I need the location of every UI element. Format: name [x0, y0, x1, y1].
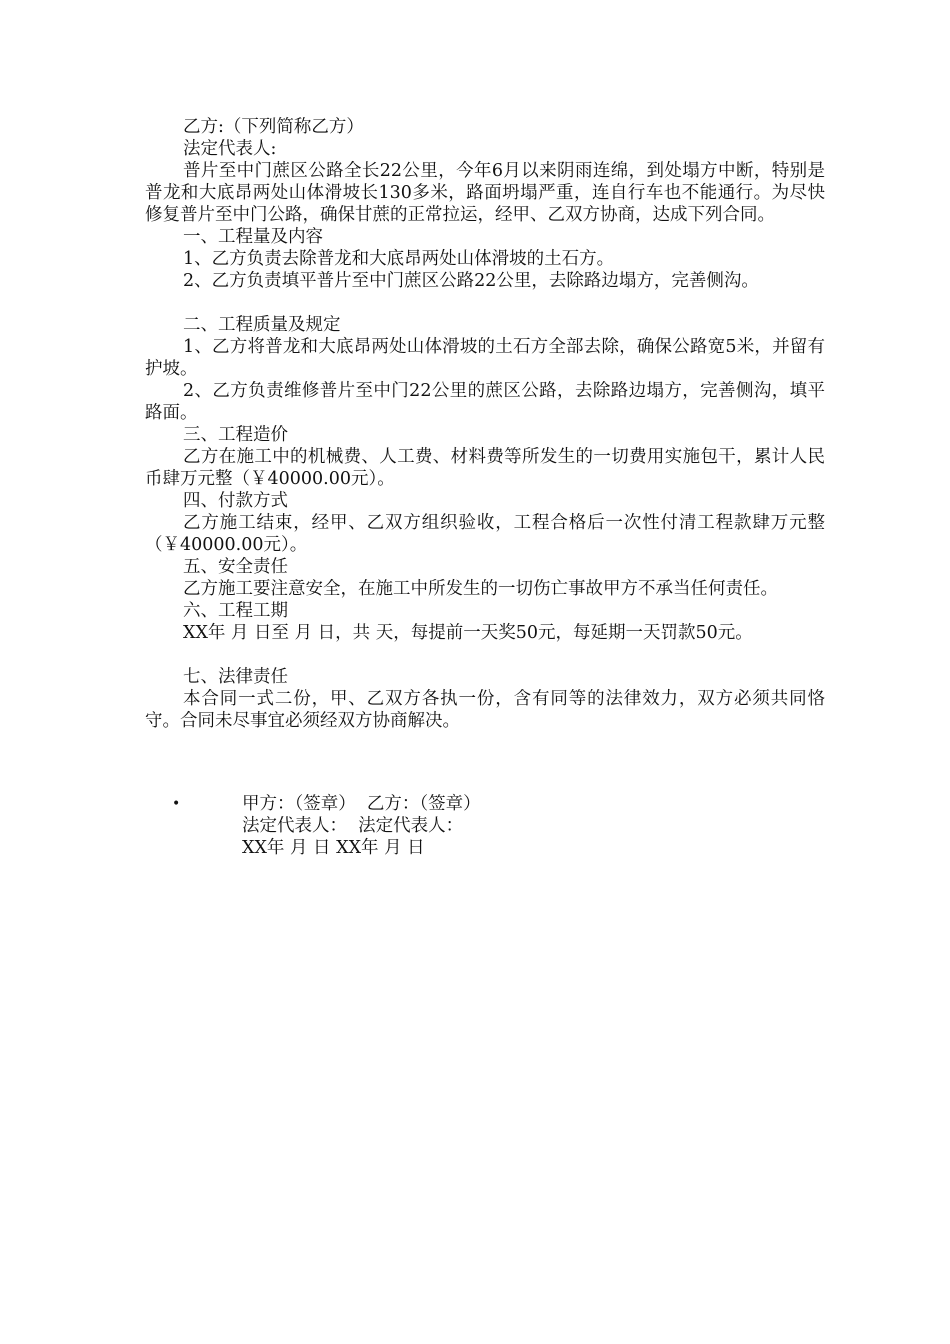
intro-paragraph: 普片至中门蔗区公路全长22公里，今年6月以来阴雨连绵，到处塌方中断，特别是普龙和大底昂两处山体滑坡长130多米，路面坍塌严重，连自行车也不能通行。为尽快修复普片至中门公路，确保甘蔗的正常拉运，经甲、乙双方协商，达成下列合同。	[145, 161, 825, 225]
signature-lines	[242, 793, 481, 859]
bullet-marker: •	[172, 796, 181, 812]
legal-rep-line: 法定代表人:	[183, 139, 277, 159]
section-6-title: 六、工程工期	[183, 601, 288, 621]
signature-legal-reps: 法定代表人： 法定代表人：	[242, 816, 464, 836]
section-3-body: 乙方在施工中的机械费、人工费、材料费等所发生的一切费用实施包干，累计人民币肆万元整（￥40000.00元）。	[145, 447, 825, 489]
section-2-title: 二、工程质量及规定	[183, 315, 341, 335]
section-4-body: 乙方施工结束，经甲、乙双方组织验收，工程合格后一次性付清工程款肆万元整（￥40000.00元）。	[145, 513, 825, 555]
section-1-item-2: 2、乙方负责填平普片至中门蔗区公路22公里，去除路边塌方，完善侧沟。	[183, 271, 759, 291]
section-3-title: 三、工程造价	[183, 425, 288, 445]
section-7-title: 七、法律责任	[183, 667, 288, 687]
signature-parties: 甲方：（签章） 乙方：（签章）	[242, 794, 481, 814]
section-6-body: XX年 月 日至 月 日，共 天，每提前一天奖50元，每延期一天罚款50元。	[183, 623, 753, 643]
section-7-body: 本合同一式二份，甲、乙双方各执一份，含有同等的法律效力，双方必须共同恪守。合同未尽事宜必须经双方协商解决。	[145, 689, 825, 731]
contract-body	[145, 116, 825, 732]
blank-line	[145, 292, 825, 314]
section-1-title: 一、工程量及内容	[183, 227, 323, 247]
section-1-item-1: 1、乙方负责去除普龙和大底昂两处山体滑坡的土石方。	[183, 249, 615, 269]
signature-dates: XX年 月 日 XX年 月 日	[242, 838, 425, 858]
section-4-title: 四、付款方式	[183, 491, 288, 511]
section-2-item-2: 2、乙方负责维修普片至中门22公里的蔗区公路，去除路边塌方，完善侧沟，填平路面。	[145, 381, 825, 423]
section-2-item-1: 1、乙方将普龙和大底昂两处山体滑坡的土石方全部去除，确保公路宽5米，并留有护坡。	[145, 337, 825, 379]
section-5-body: 乙方施工要注意安全，在施工中所发生的一切伤亡事故甲方不承当任何责任。	[183, 579, 778, 599]
section-5-title: 五、安全责任	[183, 557, 288, 577]
blank-line	[145, 644, 825, 666]
party-b-line: 乙方:（下列简称乙方）	[183, 117, 364, 137]
